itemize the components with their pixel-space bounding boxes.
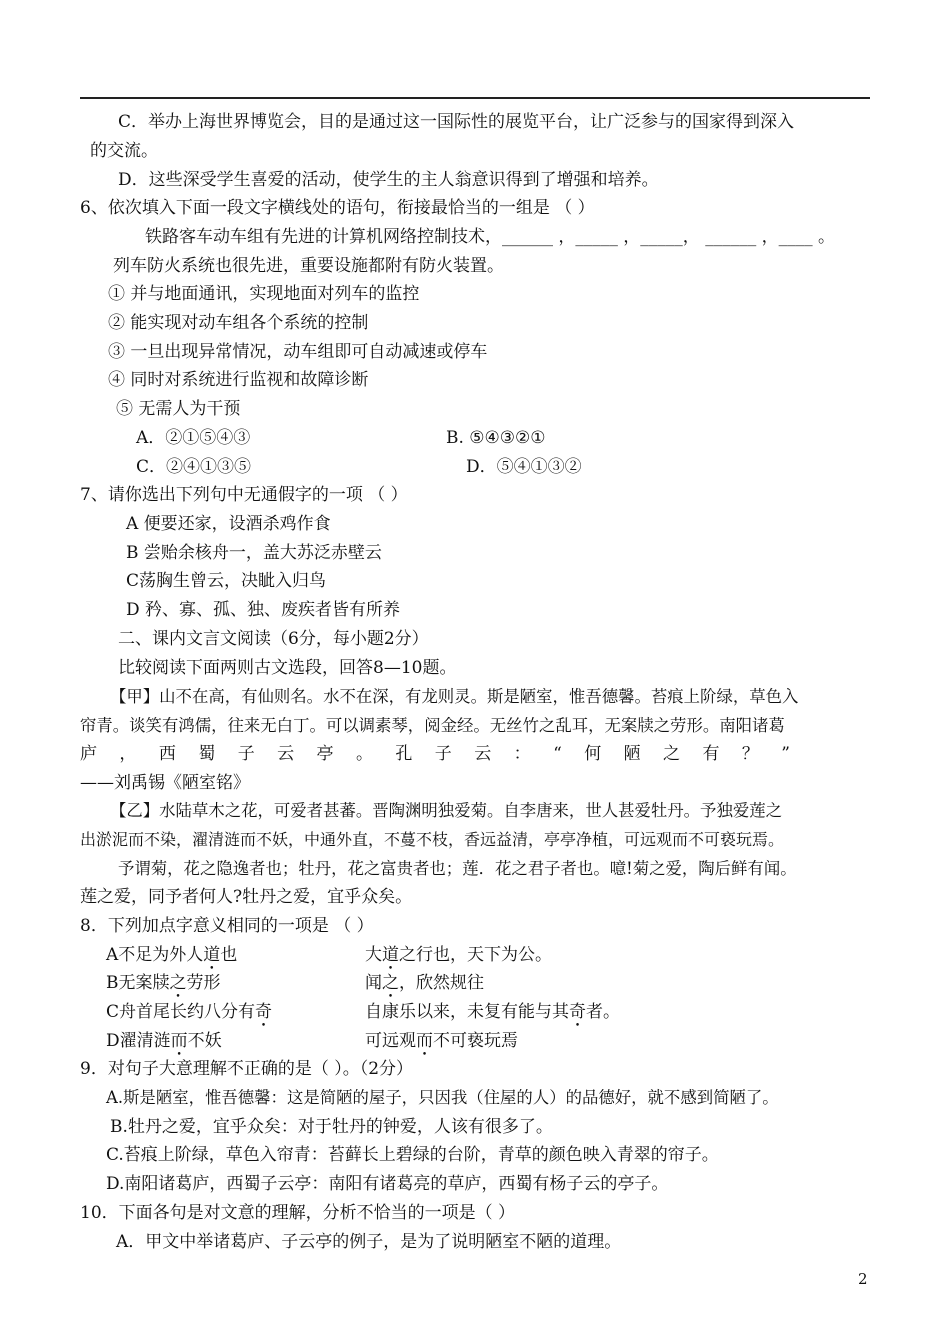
jia-char: ： <box>513 744 531 764</box>
q5-option-c-line1: C．举办上海世界博览会，目的是通过这一国际性的展览平台，让广泛参与的国家得到深入 <box>118 112 795 132</box>
q8-dotted-char: 奇 <box>255 1002 273 1022</box>
q6-item-1: ① 并与地面通讯，实现地面对列车的监控 <box>108 284 420 304</box>
q9-stem: 9．对句子大意理解不正确的是（ ）。（2分） <box>80 1059 414 1079</box>
q8-text: A不足为外人 <box>106 945 204 965</box>
q8-row-d-left <box>106 1029 222 1053</box>
q8-row-d-right <box>365 1029 518 1053</box>
q8-text: 劳形 <box>186 973 221 993</box>
q6-passage-line1: 铁路客车动车组有先进的计算机网络控制技术，______ ，_____ ，_____， ______ ，____ 。 <box>145 227 836 247</box>
q8-text: ，欣然规往 <box>399 973 484 993</box>
q8-dotted-char: 道 <box>382 945 399 965</box>
q5-option-d: D．这些深受学生喜爱的活动，使学生的主人翁意识得到了增强和培养。 <box>118 170 659 190</box>
q6-passage-line2: 列车防火系统也很先进，重要设施都附有防火装置。 <box>113 256 504 276</box>
jia-char: ？ <box>741 744 759 764</box>
q8-text: C舟首尾长约八分有 <box>106 1002 256 1022</box>
jia-char: 陋 <box>623 744 641 764</box>
q5-option-c-line2: 的交流。 <box>90 141 158 161</box>
q8-row-c-left <box>106 1000 272 1024</box>
jia-char: 有 <box>702 744 720 764</box>
jia-char: ” <box>781 744 790 764</box>
q8-row-a-left <box>106 943 237 967</box>
q8-dotted-char: 道 <box>203 945 221 965</box>
q8-dotted-char: 而 <box>416 1031 433 1051</box>
section2-intro: 比较阅读下面两则古文选段，回答8—10题。 <box>118 658 457 678</box>
q8-text: 大 <box>365 945 382 965</box>
q7-option-d: D 矜、寡、孤、独、废疾者皆有所养 <box>126 600 401 620</box>
q8-text: 不可亵玩焉 <box>433 1031 518 1051</box>
q8-text: 自康乐以来，未复有能与其 <box>365 1002 569 1022</box>
q9-option-b: B.牡丹之爱，宜乎众矣：对于牡丹的钟爱，人该有很多了。 <box>110 1117 553 1137</box>
jia-char: 云 <box>277 744 295 764</box>
q8-text: 者。 <box>586 1002 620 1022</box>
q7-stem: 7、请你选出下列句中无通假字的一项 （ ） <box>80 485 408 505</box>
q6-item-2: ② 能实现对动车组各个系统的控制 <box>108 313 369 333</box>
jia-char: ， <box>119 744 137 764</box>
q8-text: 之行也，天下为公。 <box>399 945 552 965</box>
jia-line1: 【甲】山不在高，有仙则名。水不在深，有龙则灵。斯是陋室，惟吾德馨。苔痕上阶绿，草色入 <box>110 687 799 706</box>
jia-char: 云 <box>474 744 492 764</box>
yi-line3: 予谓菊，花之隐逸者也；牡丹，花之富贵者也；莲．花之君子者也。噫!菊之爱，陶后鲜有闻。 <box>118 859 797 878</box>
q6-option-d: D．⑤④①③② <box>466 457 582 477</box>
q8-text: D濯清涟 <box>106 1031 171 1051</box>
q6-item-4: ④ 同时对系统进行监视和故障诊断 <box>108 370 369 390</box>
q8-text: 闻 <box>365 973 382 993</box>
q8-row-c-right <box>365 1000 620 1024</box>
jia-char: “ <box>553 744 562 764</box>
jia-char: 孔 <box>395 744 413 764</box>
header-rule <box>80 97 870 99</box>
q9-option-a: A.斯是陋室，惟吾德馨：这是简陋的屋子，只因我（住屋的人）的品德好，就不感到简陋了。 <box>106 1088 779 1107</box>
q8-row-a-right <box>365 943 552 967</box>
jia-char: 何 <box>584 744 602 764</box>
yi-line4: 莲之爱，同予者何人?牡丹之爱，宜乎众矣。 <box>80 887 413 907</box>
jia-author: ——刘禹锡《陋室铭》 <box>80 773 250 793</box>
q8-text: 也 <box>220 945 238 965</box>
q6-item-5: ⑤ 无需人为干预 <box>116 399 241 419</box>
jia-char: 。 <box>355 744 373 764</box>
q8-row-b-right <box>365 971 484 995</box>
q9-option-c: C.苔痕上阶绿，草色入帘青：苔藓长上碧绿的台阶，青草的颜色映入青翠的帘子。 <box>106 1145 719 1165</box>
q6-option-b: B. ⑤④③②① <box>446 428 546 448</box>
yi-line2: 出淤泥而不染，濯清涟而不妖，中通外直，不蔓不枝，香远益清，亭亭净植，可远观而不可亵玩焉。 <box>80 830 785 849</box>
jia-char: 子 <box>237 744 255 764</box>
q8-text: 不妖 <box>187 1031 222 1051</box>
q8-dotted-char: 之 <box>382 973 399 993</box>
q6-item-3: ③ 一旦出现异常情况，动车组即可自动减速或停车 <box>108 342 488 362</box>
q9-option-d: D.南阳诸葛庐，西蜀子云亭：南阳有诸葛亮的草庐，西蜀有杨子云的亭子。 <box>106 1174 669 1194</box>
q10-stem: 10．下面各句是对文意的理解，分析不恰当的一项是（ ） <box>80 1203 516 1223</box>
jia-char: 蜀 <box>198 744 216 764</box>
section2-heading: 二、课内文言文阅读（6分，每小题2分） <box>118 629 429 649</box>
q8-text: B无案牍 <box>106 973 170 993</box>
page-number: 2 <box>858 1270 868 1288</box>
jia-char: 庐 <box>80 744 97 764</box>
q7-option-b: B 尝贻余核舟一，盖大苏泛赤壁云 <box>126 543 382 563</box>
jia-char: 西 <box>158 744 176 764</box>
jia-line3 <box>80 742 790 766</box>
yi-line1: 【乙】水陆草木之花，可爱者甚蕃。晋陶渊明独爱菊。自李唐来，世人甚爱牡丹。予独爱莲之 <box>110 801 783 820</box>
q6-option-a: A．②①⑤④③ <box>136 428 251 448</box>
q8-row-b-left <box>106 971 221 995</box>
q8-stem: 8．下列加点字意义相同的一项是 （ ） <box>80 916 374 936</box>
q6-option-c: C．②④①③⑤ <box>136 457 252 477</box>
q10-option-a: A．甲文中举诸葛庐、子云亭的例子，是为了说明陋室不陋的道理。 <box>116 1232 622 1252</box>
jia-line2: 帘青。谈笑有鸿儒，往来无白丁。可以调素琴，阅金经。无丝竹之乱耳，无案牍之劳形。南阳诸葛 <box>80 716 785 735</box>
jia-char: 之 <box>663 744 681 764</box>
q8-dotted-char: 奇 <box>569 1002 586 1022</box>
q6-stem: 6、依次填入下面一段文字横线处的语句，衔接最恰当的一组是 （ ） <box>80 198 595 218</box>
q7-option-c: C荡胸生曾云，决眦入归鸟 <box>126 571 327 591</box>
jia-char: 亭 <box>316 744 334 764</box>
q8-text: 可远观 <box>365 1031 416 1051</box>
q7-option-a: A 便要还家，设酒杀鸡作食 <box>126 514 331 534</box>
q8-dotted-char: 之 <box>169 973 187 993</box>
jia-char: 子 <box>434 744 452 764</box>
q8-dotted-char: 而 <box>170 1031 188 1051</box>
